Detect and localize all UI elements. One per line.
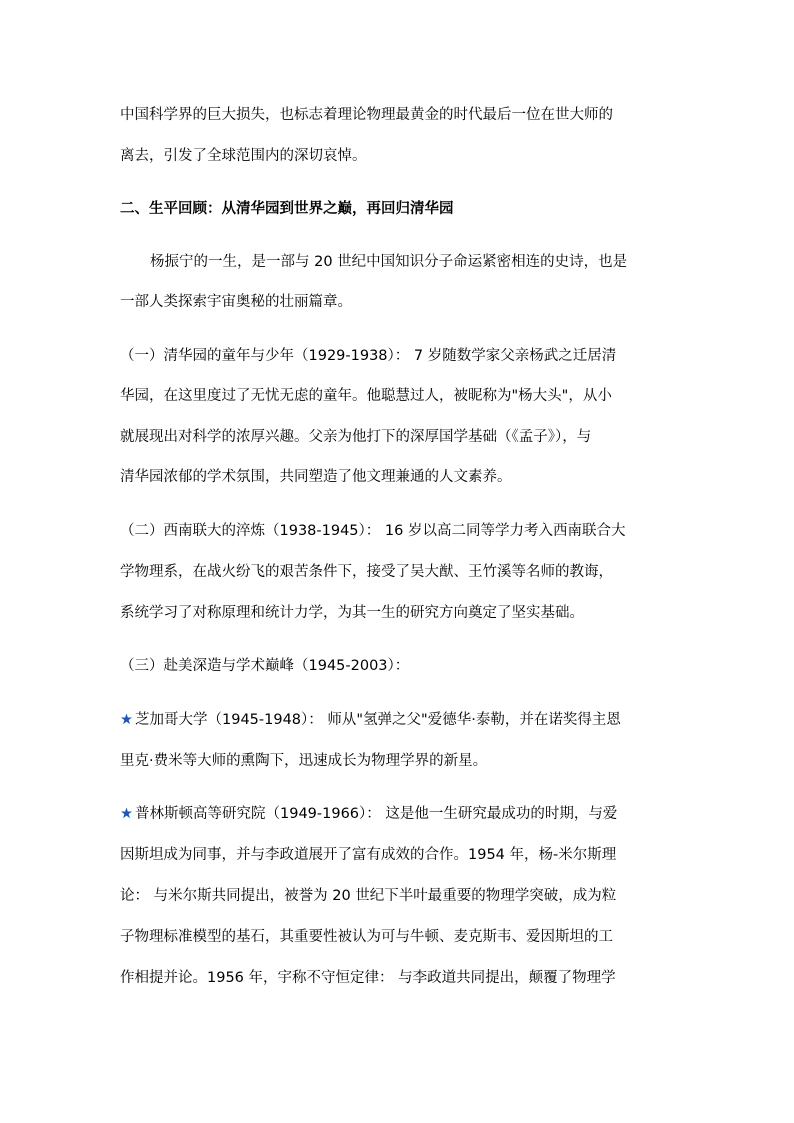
section-heading: 二、生平回顾：从清华园到世界之巅，再回归清华园 bbox=[120, 201, 454, 217]
star-icon: ★ bbox=[120, 712, 133, 728]
paragraph-line: 杨振宁的一生，是一部与 20 世纪中国知识分子命运紧密相连的史诗，也是 bbox=[150, 254, 628, 270]
subsection-line: （一）清华园的童年与少年（1929-1938）： 7 岁随数学家父亲杨武之迁居清 bbox=[120, 348, 617, 364]
paragraph-line: 中国科学界的巨大损失，也标志着理论物理最黄金的时代最后一位在世大师的 bbox=[120, 107, 613, 123]
paragraph-line: 论： 与米尔斯共同提出，被誉为 20 世纪下半叶最重要的物理学突破，成为粒 bbox=[120, 888, 617, 904]
bullet-text: 芝加哥大学（1945-1948）： 师从"氢弹之父"爱德华·泰勒，并在诺奖得主恩 bbox=[135, 712, 621, 728]
paragraph-line: 子物理标准模型的基石，其重要性被认为可与牛顿、麦克斯韦、爱因斯坦的工 bbox=[120, 929, 613, 945]
paragraph-line: 因斯坦成为同事，并与李政道展开了富有成效的合作。1954 年，杨-米尔斯理 bbox=[120, 847, 617, 863]
star-icon: ★ bbox=[120, 806, 133, 822]
paragraph-line: 清华园浓郁的学术氛围，共同塑造了他文理兼通的人文素养。 bbox=[120, 469, 512, 485]
bullet-line bbox=[120, 710, 680, 730]
subsection-line: （三）赴美深造与学术巅峰（1945-2003）： bbox=[120, 658, 410, 674]
bullet-line bbox=[120, 804, 680, 824]
paragraph-line: 里克·费米等大师的熏陶下，迅速成长为物理学界的新星。 bbox=[120, 753, 488, 769]
paragraph-line: 就展现出对科学的浓厚兴趣。父亲为他打下的深厚国学基础（《孟子》），与 bbox=[120, 429, 592, 445]
paragraph-line: 作相提并论。1956 年，宇称不守恒定律： 与李政道共同提出，颠覆了物理学 bbox=[120, 970, 616, 986]
paragraph-line: 系统学习了对称原理和统计力学，为其一生的研究方向奠定了坚实基础。 bbox=[120, 605, 584, 621]
paragraph-line: 华园，在这里度过了无忧无虑的童年。他聪慧过人，被昵称为"杨大头"，从小 bbox=[120, 388, 612, 404]
paragraph-line: 离去，引发了全球范围内的深切哀悼。 bbox=[120, 148, 367, 164]
bullet-text: 普林斯顿高等研究院（1949-1966）： 这是他一生研究最成功的时期，与爱 bbox=[135, 806, 618, 822]
paragraph-line: 一部人类探索宇宙奥秘的壮丽篇章。 bbox=[120, 294, 352, 310]
paragraph-line: 学物理系，在战火纷飞的艰苦条件下，接受了吴大猷、王竹溪等名师的教诲， bbox=[120, 564, 613, 580]
subsection-line: （二）西南联大的淬炼（1938-1945）： 16 岁以高二同等学力考入西南联合大 bbox=[120, 523, 626, 539]
